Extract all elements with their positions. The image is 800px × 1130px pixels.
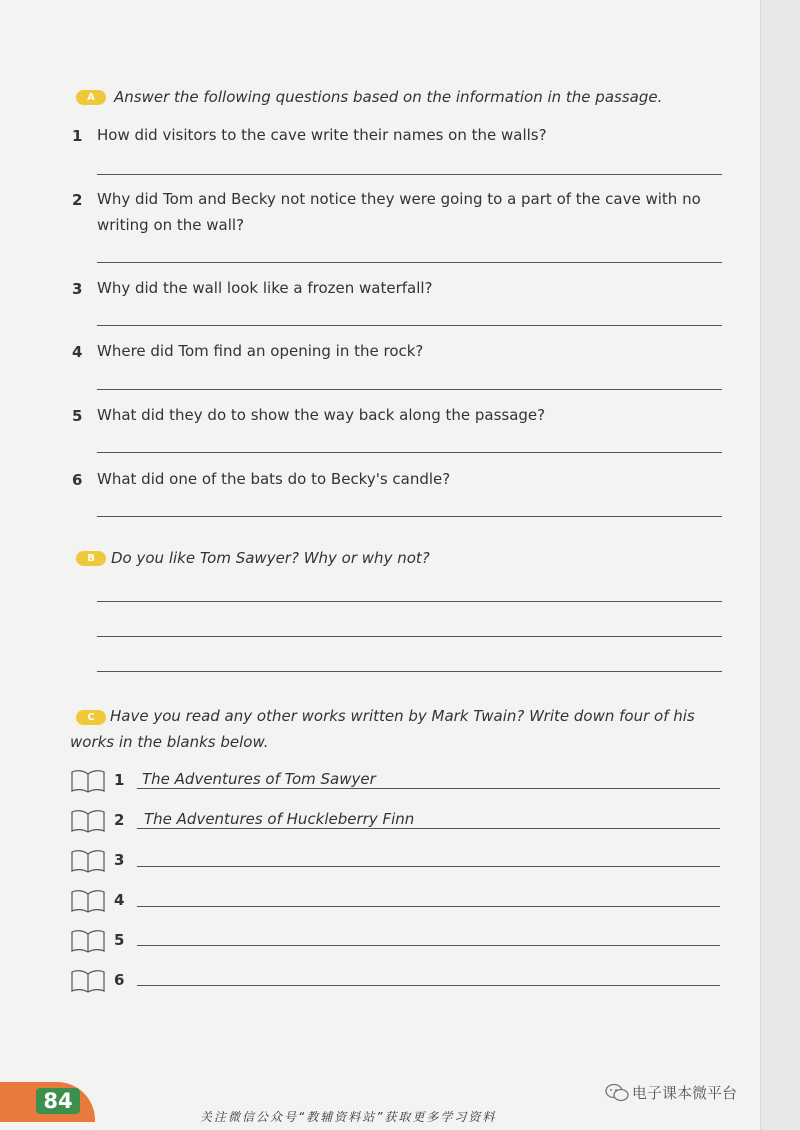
section-a-badge: A xyxy=(76,90,106,105)
question-5-answer-line[interactable] xyxy=(97,452,722,453)
book-icon xyxy=(70,809,106,833)
book-4-answer-line[interactable] xyxy=(137,906,720,907)
section-c-instruction: Have you read any other works written by Mark Twain? Write down four of his works in the blanks below. xyxy=(70,707,695,751)
question-3-text: Why did the wall look like a frozen waterfall? xyxy=(97,279,433,297)
book-icon xyxy=(70,769,106,793)
question-6-answer-line[interactable] xyxy=(97,516,722,517)
question-2-number: 2 xyxy=(72,191,83,209)
book-6-number: 6 xyxy=(114,971,125,989)
question-5-number: 5 xyxy=(72,407,83,425)
book-5-number: 5 xyxy=(114,931,125,949)
book-icon xyxy=(70,849,106,873)
question-2-text: Why did Tom and Becky not notice they were going to a part of the cave with no writing on the wall? xyxy=(97,190,701,234)
question-4-answer-line[interactable] xyxy=(97,389,722,390)
question-2-answer-line[interactable] xyxy=(97,262,722,263)
wechat-icon xyxy=(604,1082,630,1104)
section-b-instruction: Do you like Tom Sawyer? Why or why not? xyxy=(111,549,430,567)
book-2-answer: The Adventures of Huckleberry Finn xyxy=(144,810,415,828)
book-6-answer-line[interactable] xyxy=(137,985,720,986)
book-2-number: 2 xyxy=(114,811,125,829)
book-4-number: 4 xyxy=(114,891,125,909)
section-c-badge: C xyxy=(76,710,106,725)
book-1-number: 1 xyxy=(114,771,125,789)
section-b-answer-line-2[interactable] xyxy=(97,636,722,637)
section-b-badge: B xyxy=(76,551,106,566)
question-1-number: 1 xyxy=(72,127,83,145)
question-5-text: What did they do to show the way back along the passage? xyxy=(97,406,546,424)
question-4-text: Where did Tom find an opening in the rock? xyxy=(97,342,424,360)
page-edge-shadow xyxy=(760,0,800,1130)
question-6-text: What did one of the bats do to Becky's candle? xyxy=(97,470,451,488)
question-1-answer-line[interactable] xyxy=(97,174,722,175)
book-3-answer-line[interactable] xyxy=(137,866,720,867)
book-icon xyxy=(70,969,106,993)
section-b-answer-line-3[interactable] xyxy=(97,671,722,672)
question-1-text: How did visitors to the cave write their names on the walls? xyxy=(97,126,547,144)
book-5-answer-line[interactable] xyxy=(137,945,720,946)
book-1-answer-line[interactable] xyxy=(137,788,720,789)
book-icon xyxy=(70,929,106,953)
watermark-text: 电子课本微平台 xyxy=(632,1084,738,1102)
footer-note: 关注微信公众号“教辅资料站”获取更多学习资料 xyxy=(200,1110,497,1124)
section-a-instruction: Answer the following questions based on the information in the passage. xyxy=(114,88,663,106)
book-3-number: 3 xyxy=(114,851,125,869)
question-3-number: 3 xyxy=(72,280,83,298)
question-3-answer-line[interactable] xyxy=(97,325,722,326)
question-6-number: 6 xyxy=(72,471,83,489)
page-number: 84 xyxy=(36,1088,80,1114)
book-2-answer-line[interactable] xyxy=(137,828,720,829)
section-b-answer-line-1[interactable] xyxy=(97,601,722,602)
book-icon xyxy=(70,889,106,913)
book-1-answer: The Adventures of Tom Sawyer xyxy=(142,770,376,788)
question-4-number: 4 xyxy=(72,343,83,361)
